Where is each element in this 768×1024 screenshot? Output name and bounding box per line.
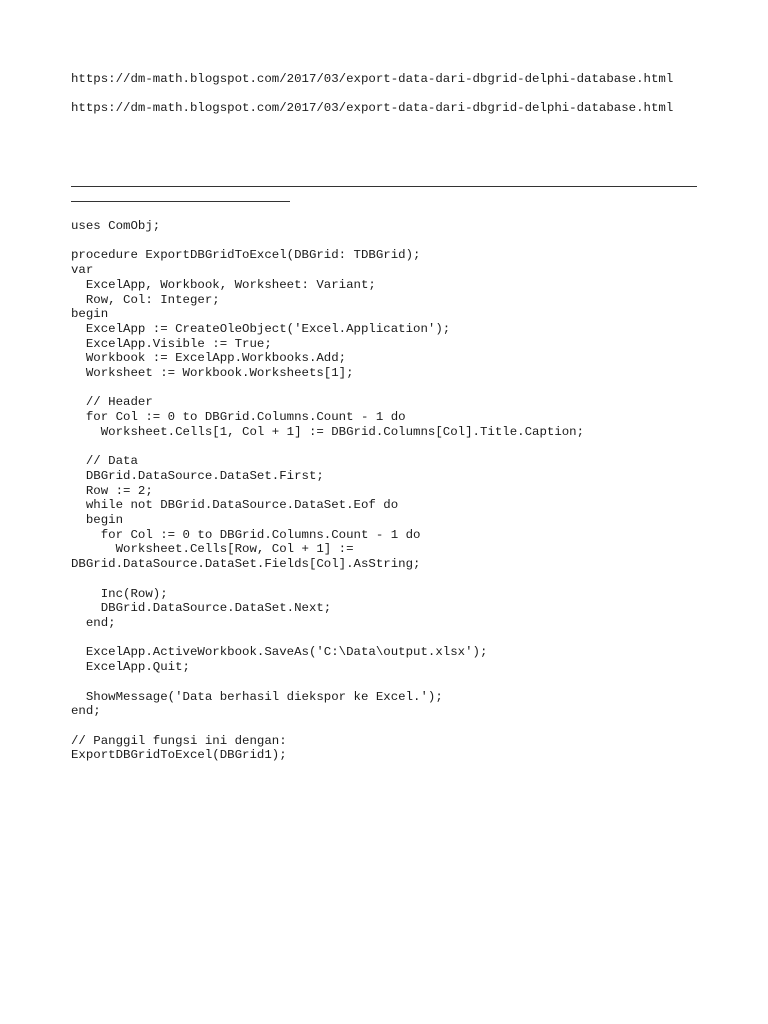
- source-link-2[interactable]: https://dm-math.blogspot.com/2017/03/export-data-dari-dbgrid-delphi-database.html: [71, 101, 674, 115]
- source-link-1[interactable]: https://dm-math.blogspot.com/2017/03/export-data-dari-dbgrid-delphi-database.html: [71, 72, 674, 86]
- separator-line-continuation: [71, 201, 290, 202]
- delphi-code-block: uses ComObj; procedure ExportDBGridToExcel(DBGrid: TDBGrid); var ExcelApp, Workbook, Worksheet: Variant; Row, Col: Integer; begin ExcelApp := CreateOleObject('Excel.Application'); ExcelApp.Visible := True; Workbook := ExcelApp.Workbooks.Add; Worksheet := Workbook.Worksheets[1]; // Header for Col := 0 to DBGrid.Columns.Count - 1 do Worksheet.Cells[1, Col + 1] := DBGrid.Columns[Col].Title.Caption; // Data DBGrid.DataSource.DataSet.First; Row := 2; while not DBGrid.DataSource.DataSet.Eof do begin for Col := 0 to DBGrid.Columns.Count - 1 do Worksheet.Cells[Row, Col + 1] := DBGrid.DataSource.DataSet.Fields[Col].AsString; Inc(Row); DBGrid.DataSource.DataSet.Next; end; ExcelApp.ActiveWorkbook.SaveAs('C:\Data\output.xlsx'); ExcelApp.Quit; ShowMessage('Data berhasil diekspor ke Excel.'); end; // Panggil fungsi ini dengan: ExportDBGridToExcel(DBGrid1);: [71, 219, 585, 763]
- separator-line: [71, 186, 697, 187]
